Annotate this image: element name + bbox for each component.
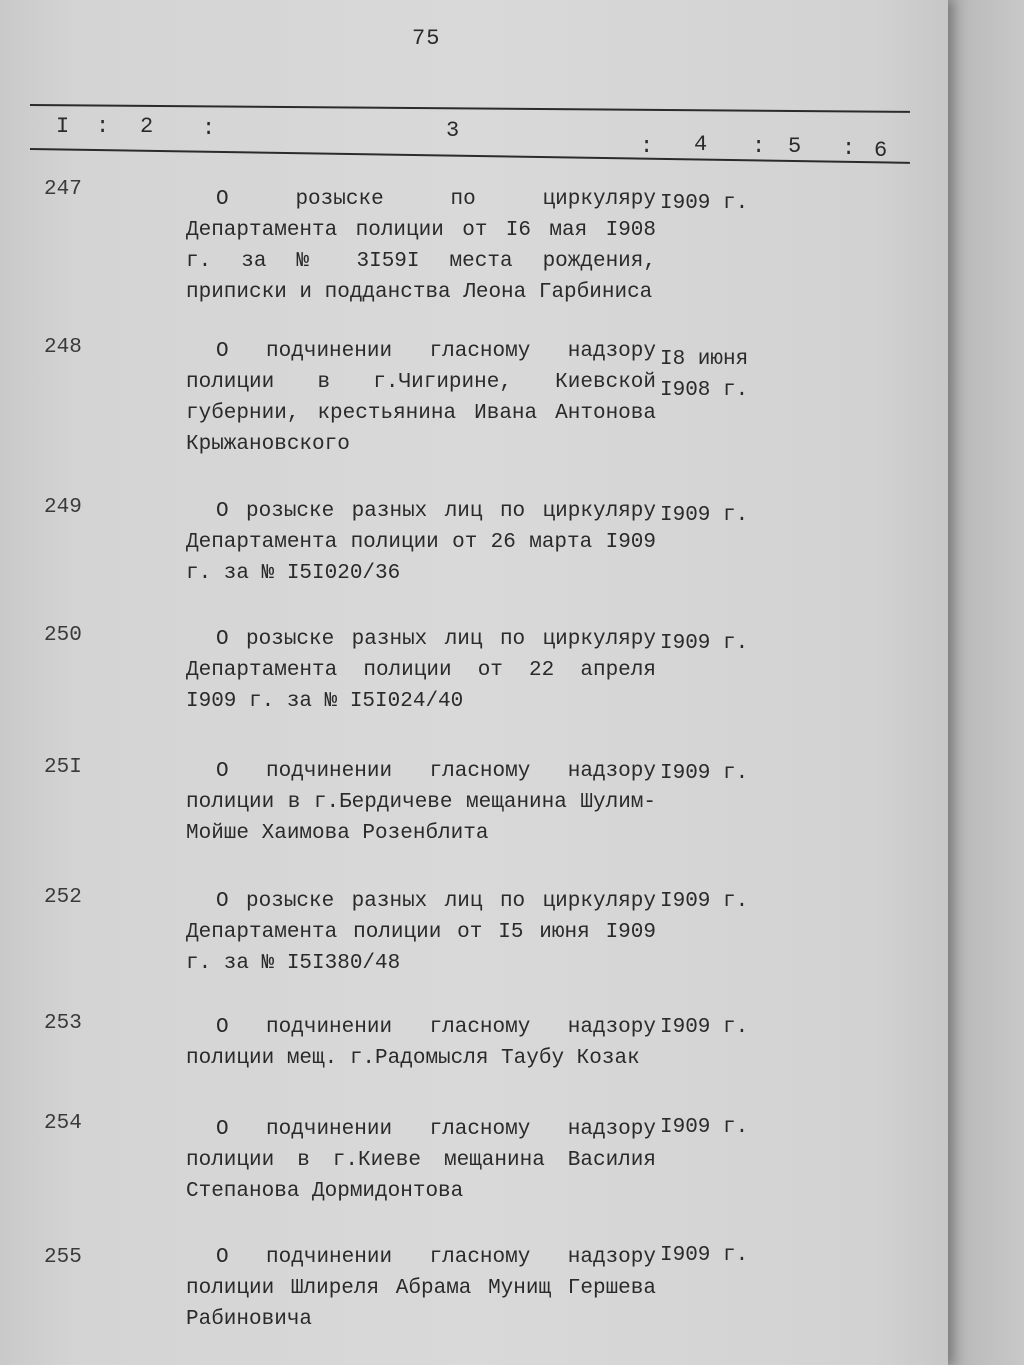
header-rule-top: [30, 104, 910, 113]
entry-date: I909 г.: [660, 504, 749, 527]
entry-title: О подчинении гласному надзору полиции в г.Бердичеве мещанина Шулим-Мойше Хаимова Розенблита: [186, 760, 656, 845]
entry-date: I909 г.: [660, 762, 749, 785]
entry-title: О розыске разных лиц по циркуляру Департамента полиции от I5 июня I909 г. за № I5I380/48: [186, 890, 656, 975]
entry-date: I909 г.: [660, 1116, 749, 1139]
entry-date: I909 г.: [660, 1016, 749, 1039]
entry-number: 249: [44, 496, 82, 519]
entry-title: О розыске разных лиц по циркуляру Департамента полиции от 26 марта I909 г. за № I5I020/36: [186, 500, 656, 585]
column-separator: :: [202, 116, 216, 141]
column-separator: :: [752, 134, 766, 159]
entry-title: О подчинении гласному надзору полиции мещ. г.Радомысля Таубу Козак: [186, 1016, 656, 1070]
column-header-3: 3: [446, 118, 460, 143]
entry-title: О подчинении гласному надзору полиции Шлиреля Абрама Мунищ Гершева Рабиновича: [186, 1246, 656, 1331]
entry-number: 253: [44, 1012, 82, 1035]
entry-number: 248: [44, 336, 82, 359]
entry-number: 255: [44, 1246, 82, 1269]
entry-number: 250: [44, 624, 82, 647]
entry-number: 247: [44, 178, 82, 201]
column-separator: :: [96, 114, 110, 139]
entry-number: 254: [44, 1112, 82, 1135]
entry-title: О розыске разных лиц по циркуляру Департамента полиции от 22 апреля I909 г. за № I5I024/40: [186, 628, 656, 713]
entry-number: 25I: [44, 756, 82, 779]
entry-title: О подчинении гласному надзору полиции в г.Киеве мещанина Василия Степанова Дормидонтова: [186, 1118, 656, 1203]
entry-date: I909 г.: [660, 1244, 749, 1267]
column-header-1: I: [56, 114, 70, 139]
entry-date: I8 июня I908 г.: [660, 348, 749, 402]
underlying-page-edge: [948, 0, 1024, 1365]
column-separator: :: [640, 134, 654, 159]
entry-date: I909 г.: [660, 192, 749, 215]
column-header-4: 4: [694, 132, 708, 157]
column-header-6: 6: [874, 138, 888, 163]
column-header-5: 5: [788, 134, 802, 159]
entry-date: I909 г.: [660, 890, 749, 913]
entry-number: 252: [44, 886, 82, 909]
entry-title: О розыске по циркуляру Департамента полиции от I6 мая I908 г. за № 3I59I места рождения, приписки и подданства Леона Гарбиниса: [186, 188, 656, 304]
entry-date: I909 г.: [660, 632, 749, 655]
column-header-2: 2: [140, 114, 154, 139]
entry-title: О подчинении гласному надзору полиции в г.Чигирине, Киевской губернии, крестьянина Ивана Антонова Крыжановского: [186, 340, 656, 456]
column-separator: :: [842, 136, 856, 161]
page-number: 75: [412, 26, 441, 51]
header-rule-bottom: [30, 148, 910, 164]
